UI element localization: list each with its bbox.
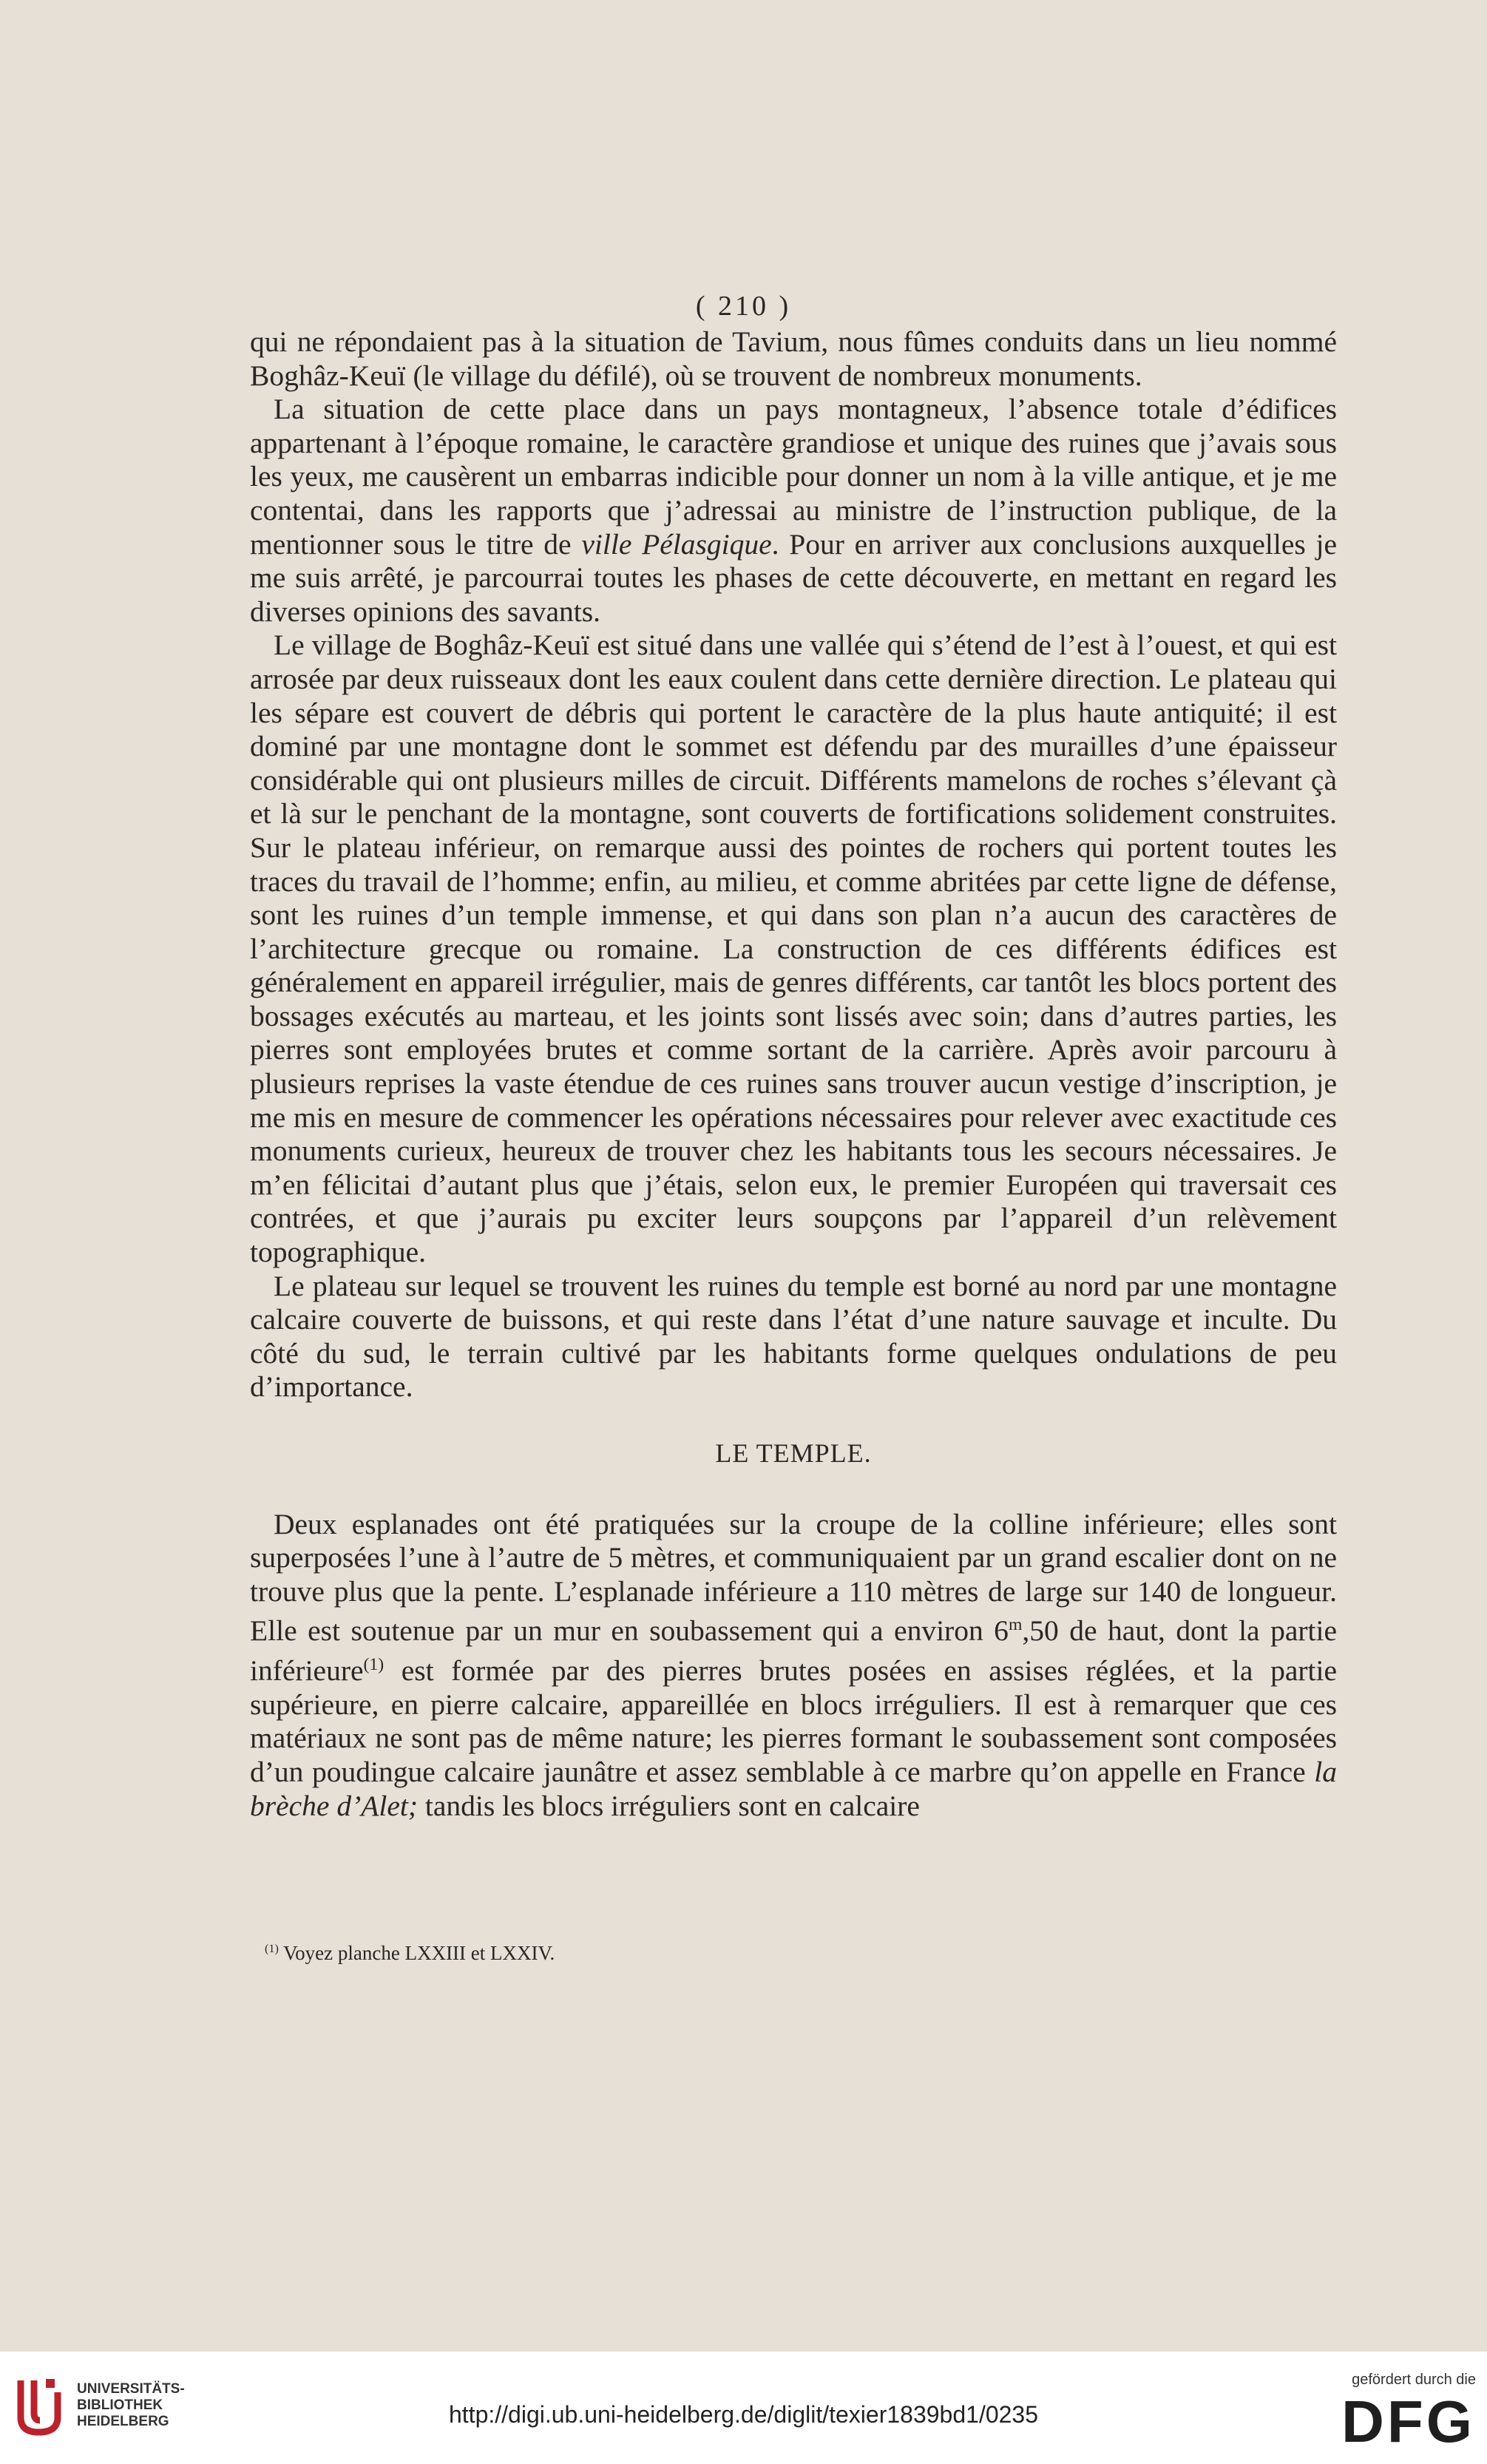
italic-term: la brèche d’Alet; — [250, 1756, 1338, 1822]
paragraph: Le plateau sur lequel se trouvent les ruines du temple est borné au nord par une montagne calcaire couverte de buissons, et qui reste dans l’état d’une nature sauvage et inculte. Du côté du sud, le terrain cultivé par les habitants forme quelques ondulations de peu d’importance. — [250, 1269, 1337, 1404]
body-text — [250, 325, 1337, 1823]
section-heading: LE TEMPLE. — [715, 1438, 872, 1468]
library-name: UNIVERSITÄTS- BIBLIOTHEK HEIDELBERG — [77, 2381, 185, 2429]
paragraph: La situation de cette place dans un pays montagneux, l’absence totale d’édifices appartenant à l’époque romaine, le caractère grandiose et unique des ruines que j’avais sous les yeux, me causèrent un embarras indicible pour donner un nom à la ville antique, et je me contentai, dans les rapports que j’adressai au ministre de l’instruction publique, de la mentionner sous le titre de ville Pélasgique. Pour en arriver aux conclusions auxquelles je me suis arrêté, je parcourrai toutes les phases de cette découverte, en mettant en regard les diverses opinions des savants. — [250, 393, 1337, 628]
italic-term: ville Pélasgique — [581, 527, 772, 561]
paragraph: Le village de Boghâz-Keuï est situé dans une vallée qui s’étend de l’est à l’ouest, et qui est arrosée par deux ruisseaux dont les eaux coulent dans cette dernière direction. Le plateau qui les sépare est couvert de débris qui portent le caractère de la plus haute antiquité; il est dominé par une montagne dont le sommet est défendu par des murailles d’une épaisseur considérable qui ont plusieurs milles de circuit. Différents mamelons de roches s’élevant çà et là sur le penchant de la montagne, sont couverts de fortifications solidement construites. Sur le plateau inférieur, on remarque aussi des pointes de rochers qui portent toutes les traces du travail de l’homme; enfin, au milieu, et comme abritées par cette ligne de défense, sont les ruines d’un temple immense, et qui dans son plan n’a aucun des caractères de l’architecture grecque ou romaine. La construction de ces différents édifices est généralement en appareil irrégulier, mais de genres différents, car tantôt les blocs portent des bossages exécutés au marteau, et les joints sont lissés avec soin; dans d’autres parties, les pierres sont employées brutes et comme sortant de la carrière. Après avoir parcouru à plusieurs reprises la vaste étendue de ces ruines sans trouver aucun vestige d’inscription, je me mis en mesure de commencer les opérations nécessaires pour relever avec exactitude ces monuments curieux, heureux de trouver chez les habitants tous les secours nécessaires. Je m’en félicitai d’autant plus que j’étais, selon eux, le premier Européen qui traversait ces contrées, et que j’aurais pu exciter leurs soupçons par l’appareil d’un relèvement topographique. — [250, 629, 1337, 1269]
funding-label: gefördert durch die — [1352, 2372, 1476, 2388]
page-number: ( 210 ) — [695, 291, 792, 322]
paragraph: Deux esplanades ont été pratiquées sur la croupe de la colline inférieure; elles sont superposées l’une à l’autre de 5 mètres, et communiquaient par un grand escalier dont on ne trouve plus que la pente. L’esplanade inférieure a 110 mètres de large sur 140 de longueur. Elle est soutenue par un mur en soubassement qui a environ 6$^m$,50 de haut, dont la partie inférieure$^{(1)}$ est formée par des pierres brutes posées en assises réglées, et la partie supérieure, en pierre calcaire, appareillée en blocs irréguliers. Il est à remarquer que ces matériaux ne sont pas de même nature; les pierres formant le soubassement sont composées d’un poudingue calcaire jaunâtre et assez semblable à ce marbre qu’on appelle en France la brèche d’Alet; tandis les blocs irréguliers sont en calcaire — [250, 1507, 1338, 1822]
footnote-ref: (1) — [363, 1655, 385, 1675]
paragraph: qui ne répondaient pas à la situation de Tavium, nous fûmes conduits dans un lieu nommé Boghâz-Keuï (le village du défilé), où se trouvent de nombreux monuments. — [250, 325, 1337, 392]
source-url-link[interactable]: http://digi.ub.uni-heidelberg.de/diglit/texier1839bd1/0235 — [448, 2401, 1039, 2428]
dfg-logo: DFG — [1341, 2389, 1475, 2454]
footnote: $^{(1)}$ Voyez planche LXXIII et LXXIV. — [265, 1942, 555, 1964]
